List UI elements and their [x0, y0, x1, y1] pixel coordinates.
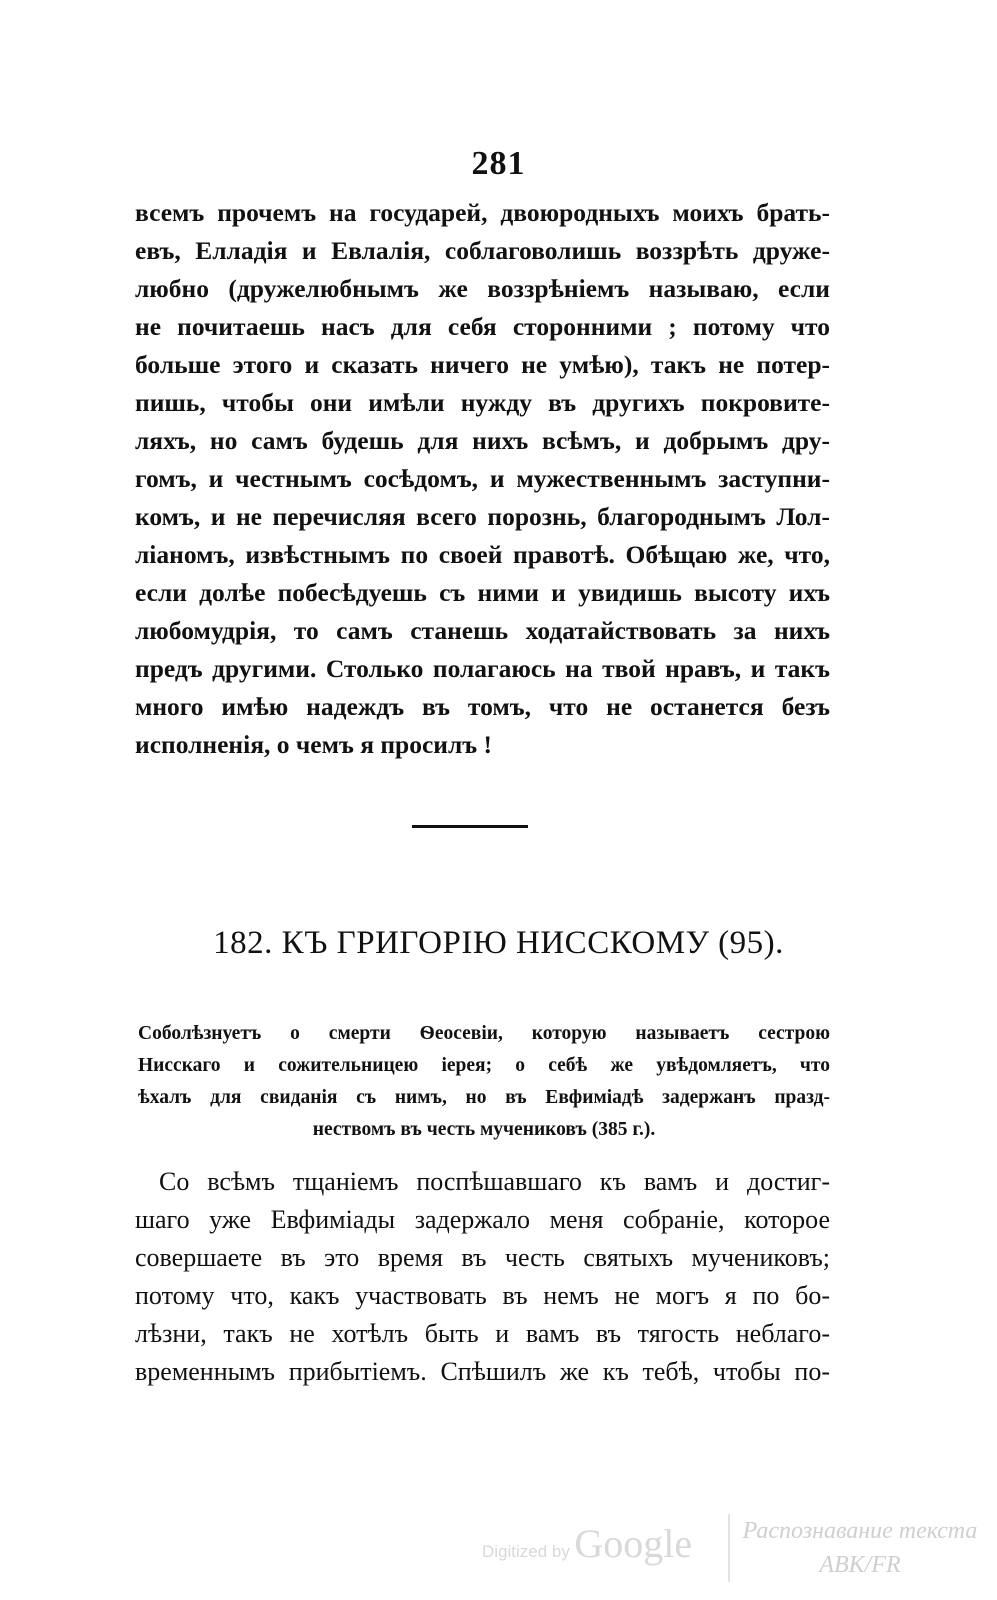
ocr-credit: ABK/FR: [819, 1552, 901, 1578]
text-line: предъ другими. Столько полагаюсь на твой нравъ, и такъ: [135, 654, 830, 683]
text-line: лѣзни, такъ не хотѣлъ быть и вамъ въ тягость неблаго-: [135, 1319, 830, 1348]
text-line: если долѣе побесѣдуешь съ ними и увидишь высоту ихъ: [135, 578, 830, 607]
summary-line: ѣхалъ для свиданія съ нимъ, но въ Евфиміадѣ задержанъ празд-: [138, 1087, 830, 1108]
text-line: пишь, чтобы они имѣли нужду въ другихъ покровите-: [135, 388, 830, 417]
page-number: 281: [471, 145, 526, 182]
google-watermark: [482, 1520, 692, 1567]
section-divider: [412, 825, 528, 828]
text-line: много имѣю надеждъ въ томъ, что не останется безъ: [135, 692, 830, 721]
text-line: больше этого и сказать ничего не умѣю), такъ не потер-: [135, 350, 830, 379]
summary-line: Соболѣзнуетъ о смерти Ѳеосевіи, которую называетъ сестрою: [138, 1023, 830, 1044]
text-line: ліаномъ, извѣстнымъ по своей правотѣ. Обѣщаю же, что,: [135, 540, 830, 569]
ocr-watermark: [728, 1514, 990, 1582]
text-line: временнымъ прибытіемъ. Спѣшилъ же къ тебѣ, чтобы по-: [135, 1357, 830, 1386]
summary-line: нествомъ въ честь мучениковъ (385 г.).: [312, 1119, 656, 1140]
text-line: совершаете въ это время въ честь святыхъ мучениковъ;: [135, 1243, 830, 1272]
text-line: комъ, и не перечисляя всего порознь, благороднымъ Лол-: [135, 502, 830, 531]
letter-summary: [138, 1018, 830, 1146]
letter-heading: 182. КЪ ГРИГОРІЮ НИССКОМУ (95).: [213, 925, 784, 961]
summary-line: Нисскаго и сожительницею іерея; о себѣ же увѣдомляетъ, что: [138, 1055, 830, 1076]
google-logo: Google: [574, 1521, 693, 1566]
text-line: исполненія, о чемъ я просилъ !: [135, 730, 493, 759]
text-line: евъ, Елладія и Евлалія, соблаговолишь воззрѣть друже-: [135, 236, 830, 265]
text-line: гомъ, и честнымъ сосѣдомъ, и мужественнымъ заступни-: [135, 464, 830, 493]
text-line: не почитаешь насъ для себя сторонними ; потому что: [135, 312, 830, 341]
text-line: шаго уже Евфиміады задержало меня собраніе, которое: [135, 1205, 830, 1234]
text-line: любомудрія, то самъ станешь ходатайствовать за нихъ: [135, 616, 830, 645]
text-line: любно (дружелюбнымъ же воззрѣніемъ называю, если: [135, 274, 830, 303]
digitized-by-label: Digitized by: [482, 1542, 570, 1561]
text-line: потому что, какъ участвовать въ немъ не могъ я по бо-: [135, 1281, 830, 1310]
text-line: ляхъ, но самъ будешь для нихъ всѣмъ, и добрымъ дру-: [135, 426, 830, 455]
ocr-label: Распознавание текста: [742, 1518, 978, 1544]
second-paragraph: [135, 1163, 830, 1391]
first-paragraph: [135, 194, 830, 764]
text-line: Со всѣмъ тщаніемъ поспѣшавшаго къ вамъ и достиг-: [159, 1167, 830, 1196]
text-line: всемъ прочемъ на государей, двоюродныхъ моихъ брать-: [135, 198, 830, 227]
